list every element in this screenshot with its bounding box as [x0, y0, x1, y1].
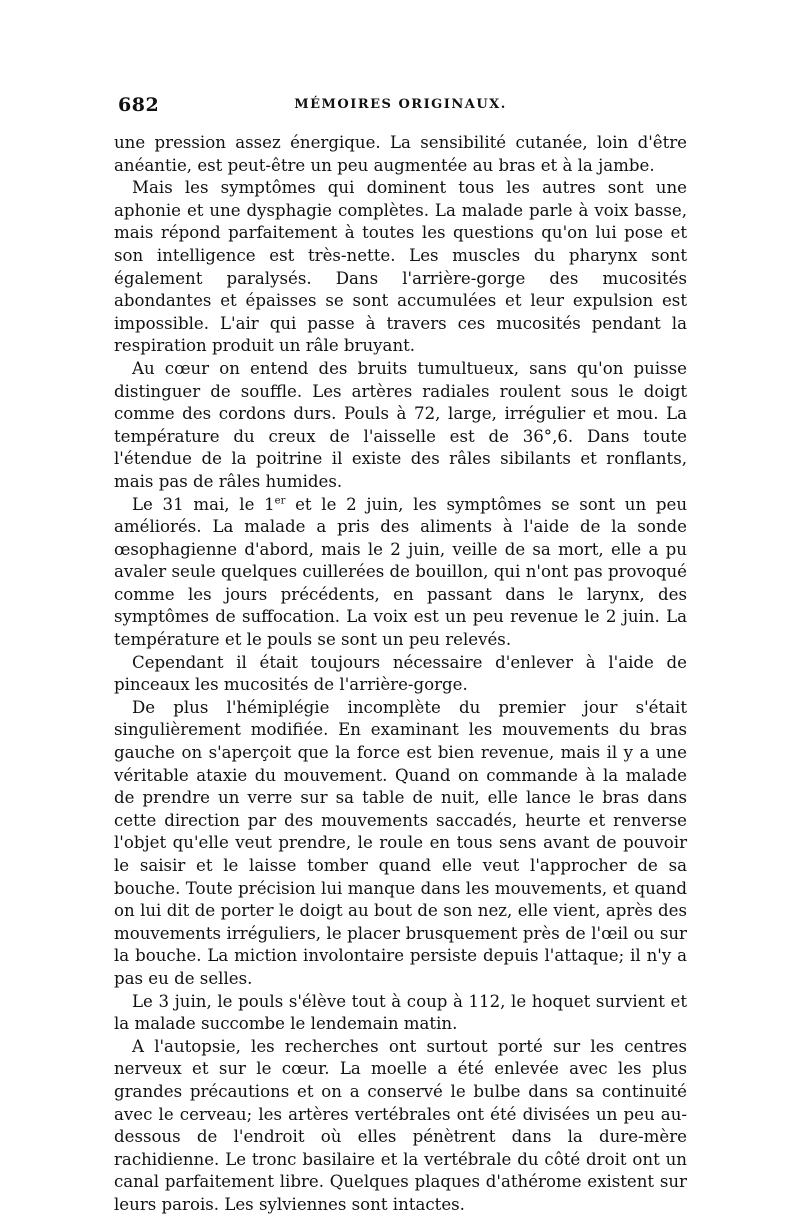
paragraph: De plus l'hémiplégie incomplète du premier jour s'était singulièrement modifiée. En examinant les mouvements du bras gauche on s'aperçoit que la force est bien revenue, mais il y a une véritable ataxie du mouvement. Quand on commande à la malade de prendre un verre sur sa table de nuit, elle lance le bras dans cette direction par des mouvements saccadés, heurte et renverse l'objet qu'elle veut prendre, le roule en tous sens avant de pouvoir le saisir et le laisse tomber quand elle veut l'approcher de sa bouche. Toute précision lui manque dans les mouvements, et quand on lui dit de porter le doigt au bout de son nez, elle vient, après des mouvements irréguliers, le placer brusquement près de l'œil ou sur la bouche. La miction involontaire persiste depuis l'attaque; il n'y a pas eu de selles. [114, 697, 687, 988]
running-title: MÉMOIRES ORIGINAUX. [294, 97, 507, 112]
paragraph-text: et le 2 juin, les symptômes se sont un peu améliorés. La malade a pris des aliments à l'aide de la sonde œsophagienne d'abord, mais le 2 juin, veille de sa mort, elle a pu avaler seule quelques cuillerées de bouillon, qui n'ont pas provoqué comme les jours précédents, en passant dans le larynx, des symptômes de suffocation. La voix est un peu revenue le 2 juin. La température et le pouls se sont un peu relevés. [114, 494, 688, 650]
paragraph: Le 3 juin, le pouls s'élève tout à coup à 112, le hoquet survient et la malade succombe le lendemain matin. [114, 991, 687, 1034]
page-number: 682 [118, 94, 160, 116]
paragraph: A l'autopsie, les recherches ont surtout porté sur les centres nerveux et sur le cœur. La moelle a été enlevée avec les plus grandes précautions et on a conservé le bulbe dans sa continuité avec le cerveau; les artères vertébrales ont été divisées un peu au-dessous de l'endroit où elles pénètrent dans la dure-mère rachidienne. Le tronc basilaire et la vertébrale du côté droit ont un canal parfaitement libre. Quelques plaques d'athérome existent sur leurs parois. Les sylviennes sont intactes. [114, 1036, 687, 1214]
paragraph [114, 494, 687, 652]
paragraph: une pression assez énergique. La sensibilité cutanée, loin d'être anéantie, est peut-être un peu augmentée au bras et à la jambe. [114, 133, 687, 175]
page [114, 92, 687, 1217]
paragraph: Au cœur on entend des bruits tumultueux, sans qu'on puisse distinguer de souffle. Les artères radiales roulent sous le doigt comme des cordons durs. Pouls à 72, large, irrégulier et mou. La température du creux de l'aisselle est de 36°,6. Dans toute l'étendue de la poitrine il existe des râles sibilants et ronflants, mais pas de râles humides. [114, 358, 687, 491]
paragraph: Cependant il était toujours nécessaire d'enlever à l'aide de pinceaux les mucosités de l'arrière-gorge. [114, 652, 687, 695]
page-header [114, 92, 687, 128]
ordinal-superscript: er [274, 494, 286, 506]
paragraph-text: Le 31 mai, le 1 [132, 494, 275, 514]
paragraph: Mais les symptômes qui dominent tous les autres sont une aphonie et une dysphagie complètes. La malade parle à voix basse, mais répond parfaitement à toutes les questions qu'on lui pose et son intelligence est très-nette. Les muscles du pharynx sont également paralysés. Dans l'arrière-gorge des mucosités abondantes et épaisses se sont accumulées et leur expulsion est impossible. L'air qui passe à travers ces mucosités pendant la respiration produit un râle bruyant. [114, 178, 687, 356]
body-text [114, 132, 687, 1217]
